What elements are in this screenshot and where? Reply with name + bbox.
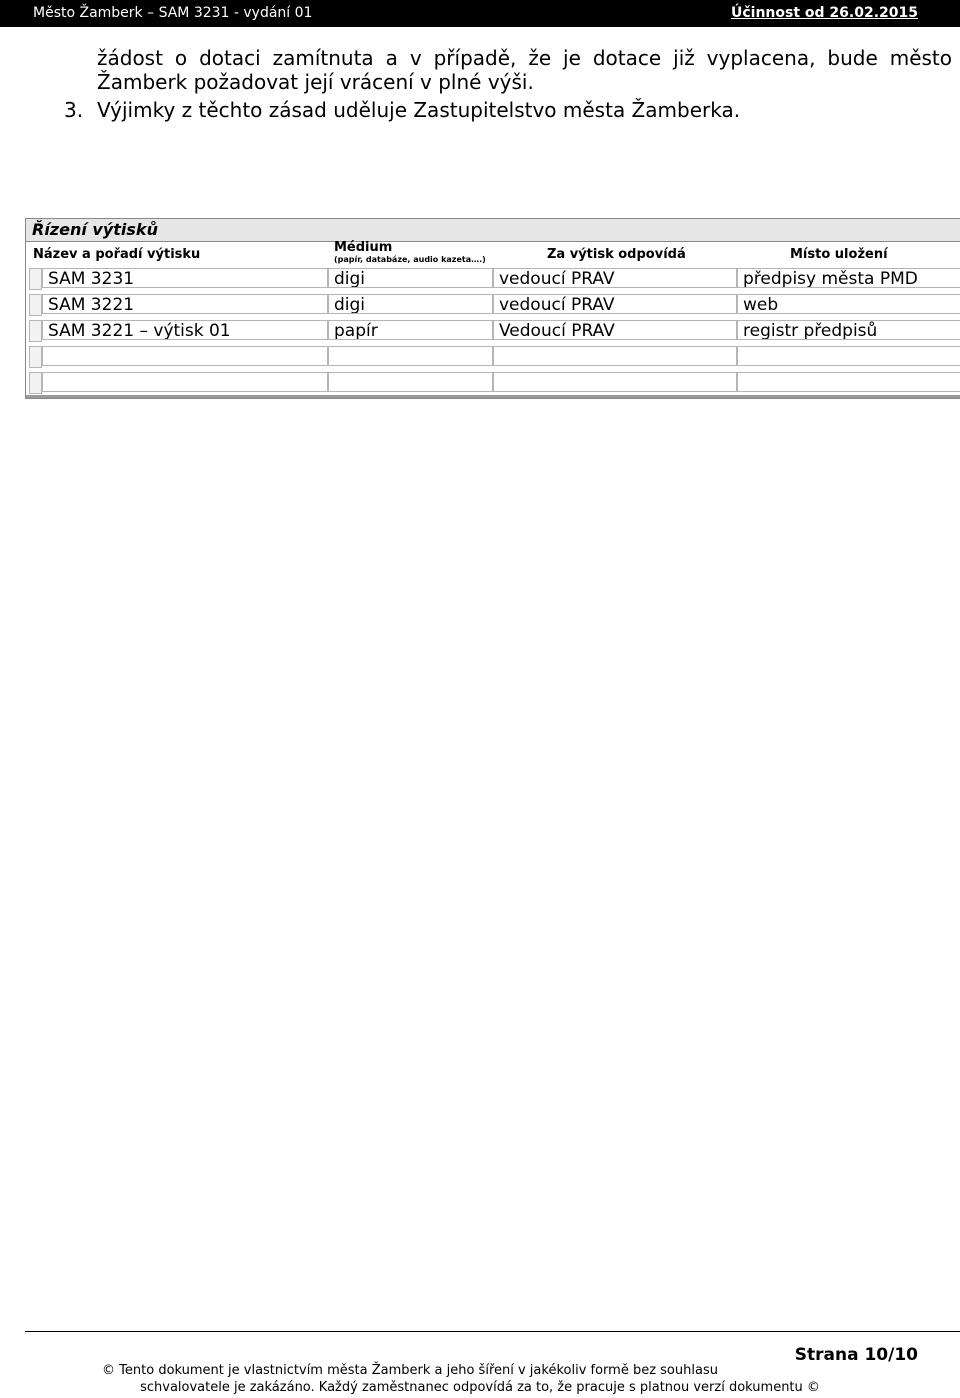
copies-control-table: [25, 218, 960, 399]
cell-responsible[interactable]: vedoucí PRAV: [493, 294, 737, 314]
row-stub: [29, 268, 42, 290]
list-item-text: Výjimky z těchto zásad uděluje Zastupitelstvo města Žamberka.: [97, 98, 741, 122]
row-stub: [29, 346, 42, 368]
cell-medium[interactable]: digi: [328, 268, 493, 288]
body-paragraph: [97, 46, 952, 94]
table-row: [26, 370, 946, 394]
cell-responsible[interactable]: [493, 346, 737, 366]
cell-location[interactable]: předpisy města PMD: [737, 268, 960, 288]
table-row: [26, 266, 946, 290]
copyright-line-2: schvalovatele je zakázáno. Každý zaměstnanec odpovídá za to, že pracuje s platnou verzí dokumentu ©: [140, 1380, 820, 1395]
column-header-medium-note: (papír, databáze, audio kazeta….): [334, 255, 486, 264]
table-row: [26, 318, 946, 342]
cell-responsible[interactable]: [493, 372, 737, 392]
cell-responsible[interactable]: vedoucí PRAV: [493, 268, 737, 288]
column-header-medium: [334, 240, 486, 262]
list-item-3: [64, 98, 740, 122]
cell-medium[interactable]: papír: [328, 320, 493, 340]
cell-name[interactable]: SAM 3221 – výtisk 01: [42, 320, 328, 340]
cell-name[interactable]: SAM 3231: [42, 268, 328, 288]
cell-name[interactable]: [42, 346, 328, 366]
row-stub: [29, 320, 42, 342]
cell-medium[interactable]: digi: [328, 294, 493, 314]
paragraph-line-2: Žamberk požadovat její vrácení v plné výši.: [97, 70, 534, 94]
table-title-bar: [26, 219, 960, 242]
page-number: Strana 10/10: [794, 1345, 918, 1365]
cell-location[interactable]: [737, 346, 960, 366]
cell-name[interactable]: [42, 372, 328, 392]
list-item-number: 3.: [64, 98, 84, 122]
cell-location[interactable]: registr předpisů: [737, 320, 960, 340]
table-row: [26, 292, 946, 316]
header-document-title: Město Žamberk – SAM 3231 - vydání 01: [33, 5, 313, 21]
row-stub: [29, 372, 42, 394]
cell-location[interactable]: web: [737, 294, 960, 314]
cell-location[interactable]: [737, 372, 960, 392]
document-header: [0, 0, 960, 27]
cell-responsible[interactable]: Vedoucí PRAV: [493, 320, 737, 340]
copyright-line-1: © Tento dokument je vlastnictvím města Žamberk a jeho šíření v jakékoliv formě bez souhlasu: [102, 1363, 718, 1378]
column-header-responsible: Za výtisk odpovídá: [547, 247, 686, 262]
cell-name[interactable]: SAM 3221: [42, 294, 328, 314]
row-stub: [29, 294, 42, 316]
header-effective-date: Účinnost od 26.02.2015: [731, 5, 918, 21]
table-title: Řízení výtisků: [32, 220, 158, 239]
footer-divider: [25, 1331, 960, 1332]
column-header-name: Název a pořadí výtisku: [33, 247, 201, 262]
paragraph-line-1: žádost o dotaci zamítnuta a v případě, že je dotace již vyplacena, bude město: [97, 46, 952, 70]
table-bottom-border: [26, 395, 960, 398]
table-row: [26, 344, 946, 368]
column-header-medium-label: Médium: [334, 240, 393, 255]
cell-medium[interactable]: [328, 346, 493, 366]
column-header-location: Místo uložení: [790, 247, 888, 262]
cell-medium[interactable]: [328, 372, 493, 392]
